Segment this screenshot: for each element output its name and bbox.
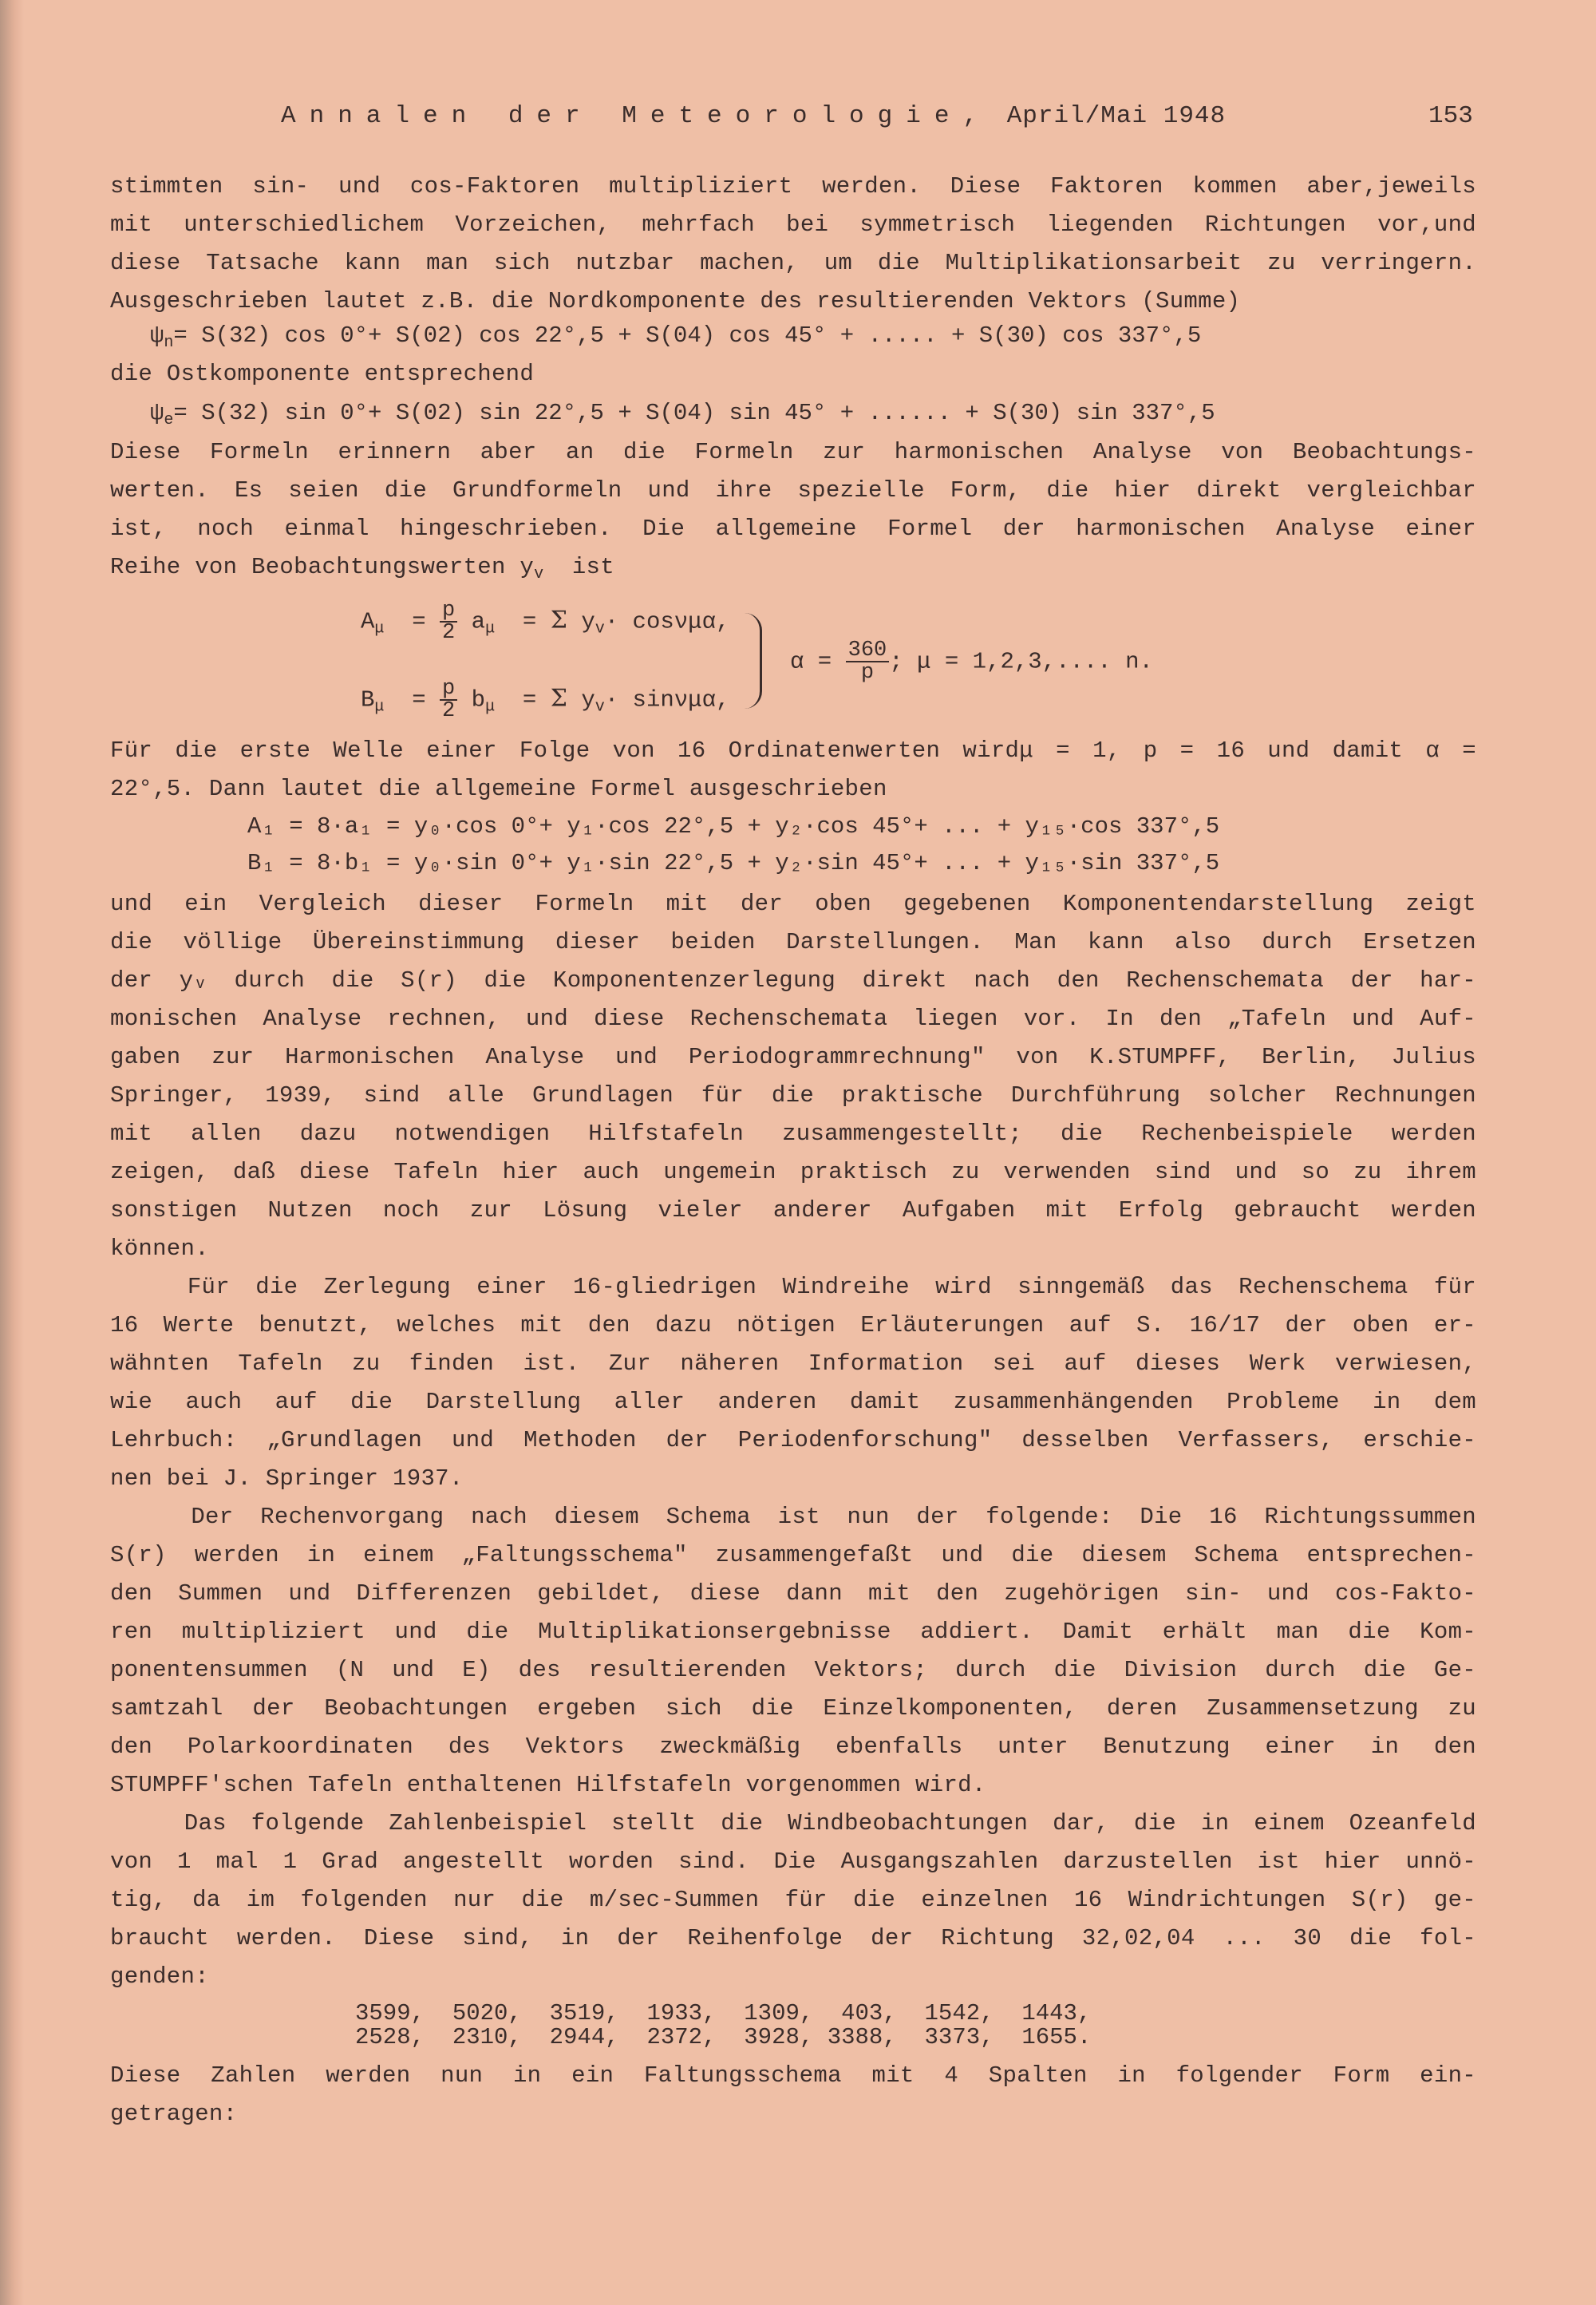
formula-A-mu: $A_\mu$ = $\frac{p}{2}$ $a_\mu = \Sigma$ $y_v\cdot \cos\nu\mu\alpha$, — [361, 599, 730, 645]
text-line: wie auch auf die Darstellung aller anderen damit zusammenhängenden Probleme in dem — [110, 1389, 1476, 1415]
text-line: Der Rechenvorgang nach diesem Schema ist nun der folgende: Die 16 Richtungssummen — [110, 1504, 1476, 1530]
page-binding-edge — [0, 0, 24, 2305]
text-line: Das folgende Zahlenbeispiel stellt die Windbeobachtungen dar, die in einem Ozeanfeld — [110, 1810, 1476, 1836]
text-line: Für die Zerlegung einer 16-gliedrigen Windreihe wird sinngemäß das Rechenschema für — [110, 1274, 1476, 1300]
curly-brace — [742, 613, 762, 709]
text-line: ist, noch einmal hingeschrieben. Die allgemeine Formel der harmonischen Analyse einer — [110, 516, 1476, 542]
text-line: ponentensummen (N und E) des resultierenden Vektors; durch die Division durch die Ge- — [110, 1657, 1476, 1683]
text-line: diese Tatsache kann man sich nutzbar machen, um die Multiplikationsarbeit zu verringern. — [110, 250, 1476, 276]
text-line: 22°,5. Dann lautet die allgemeine Formel ausgeschrieben — [110, 776, 887, 802]
formula-north-component: $\psi_n= S(32)$ cos 0°+ S(02) cos 22°,5 + S(04) cos 45° + ..... + S(30) cos 337°,5 — [150, 322, 1202, 352]
text-line: gaben zur Harmonischen Analyse und Periodogrammrechnung" von K.STUMPFF, Berlin, Julius — [110, 1044, 1476, 1070]
text-line: Reihe von Beobachtungswerten $y_v$ ist — [110, 554, 614, 583]
text-line: von 1 mal 1 Grad angestellt worden sind. Die Ausgangszahlen darzustellen ist hier unnö- — [110, 1848, 1476, 1875]
text-line: können. — [110, 1236, 209, 1262]
text-line: S(r) werden in einem „Faltungsschema" zusammengefaßt und die diesem Schema entsprechen- — [110, 1542, 1476, 1568]
text-line: der yᵥ durch die S(r) die Komponentenzerlegung direkt nach den Rechenschemata der har- — [110, 967, 1476, 994]
text-line: ren multipliziert und die Multiplikationsergebnisse addiert. Damit erhält man die Kom- — [110, 1619, 1476, 1645]
issue-date: April/Mai 1948 — [1006, 102, 1227, 130]
text-line: den Summen und Differenzen gebildet, diese dann mit den zugehörigen sin- und cos-Fakto- — [110, 1580, 1476, 1607]
formula-B1: B₁ = 8·b₁ = y₀·sin 0°+ y₁·sin 22°,5 + y₂·sin 45°+ ... + y₁₅·sin 337°,5 — [247, 850, 1220, 876]
text-line: braucht werden. Diese sind, in der Reihenfolge der Richtung 32,02,04 ... 30 die fol- — [110, 1925, 1476, 1951]
text-line: werten. Es seien die Grundformeln und ihre spezielle Form, die hier direkt vergleichbar — [110, 477, 1476, 504]
text-line: Diese Formeln erinnern aber an die Formeln zur harmonischen Analyse von Beobachtungs- — [110, 439, 1476, 465]
text-line: Für die erste Welle einer Folge von 16 Ordinatenwerten wirdμ = 1, p = 16 und damit α = — [110, 737, 1476, 764]
text-line: sonstigen Nutzen noch zur Lösung vieler anderer Aufgaben mit Erfolg gebraucht werden — [110, 1197, 1476, 1224]
text-line: 16 Werte benutzt, welches mit den dazu nötigen Erläuterungen auf S. 16/17 der oben er- — [110, 1312, 1476, 1338]
text-line: wähnten Tafeln zu finden ist. Zur näheren Information sei auf dieses Werk verwiesen, — [110, 1350, 1476, 1377]
text-line: Lehrbuch: „Grundlagen und Methoden der Periodenforschung" desselben Verfassers, erschie- — [110, 1427, 1476, 1453]
text-line: getragen: — [110, 2101, 238, 2127]
text-line: Springer, 1939, sind alle Grundlagen für die praktische Durchführung solcher Rechnungen — [110, 1082, 1476, 1109]
formula-east-component: $\psi_e= S(32)$ sin 0°+ S(02) sin 22°,5 + S(04) sin 45° + ...... + S(30) sin 337°,5 — [150, 400, 1215, 429]
journal-title: Annalen der Meteorologie, — [281, 102, 992, 130]
text-line: mit unterschiedlichem Vorzeichen, mehrfach bei symmetrisch liegenden Richtungen vor,und — [110, 212, 1476, 238]
text-line: STUMPFF'schen Tafeln enthaltenen Hilfstafeln vorgenommen wird. — [110, 1772, 986, 1798]
text-line: die völlige Übereinstimmung dieser beiden Darstellungen. Man kann also durch Ersetzen — [110, 929, 1476, 955]
numbers-row-1: 3599, 5020, 3519, 1933, 1309, 403, 1542, 1443, — [355, 2000, 1092, 2026]
text-line: zeigen, daß diese Tafeln hier auch ungemein praktisch zu verwenden sind und so zu ihrem — [110, 1159, 1476, 1185]
formula-A1: A₁ = 8·a₁ = y₀·cos 0°+ y₁·cos 22°,5 + y₂·cos 45°+ ... + y₁₅·cos 337°,5 — [247, 813, 1220, 840]
page-number: 153 — [1428, 102, 1473, 130]
text-line: nen bei J. Springer 1937. — [110, 1465, 464, 1492]
text-line: Ausgeschrieben lautet z.B. die Nordkomponente des resultierenden Vektors (Summe) — [110, 288, 1241, 314]
text-line: Diese Zahlen werden nun in ein Faltungsschema mit 4 Spalten in folgender Form ein- — [110, 2062, 1476, 2089]
text-line: monischen Analyse rechnen, und diese Rechenschemata liegen vor. In den „Tafeln und Auf- — [110, 1006, 1476, 1032]
numbers-row-2: 2528, 2310, 2944, 2372, 3928, 3388, 3373, 1655. — [355, 2024, 1092, 2050]
formula-B-mu: $B_\mu$ = $\frac{p}{2}$ $b_\mu = \Sigma$ $y_v\cdot \sin\nu\mu\alpha$, — [361, 677, 730, 723]
text-line: mit allen dazu notwendigen Hilfstafeln zusammengestellt; die Rechenbeispiele werden — [110, 1121, 1476, 1147]
formula-alpha: α = $\frac{360}{p}$ ; μ = 1,2,3,.... n. — [790, 639, 1153, 685]
text-line: samtzahl der Beobachtungen ergeben sich die Einzelkomponenten, deren Zusammensetzung zu — [110, 1695, 1476, 1722]
text-line: den Polarkoordinaten des Vektors zweckmäßig ebenfalls unter Benutzung einer in den — [110, 1734, 1476, 1760]
text-line: tig, da im folgenden nur die m/sec-Summen für die einzelnen 16 Windrichtungen S(r) ge- — [110, 1887, 1476, 1913]
running-header — [281, 102, 1226, 130]
text-line: und ein Vergleich dieser Formeln mit der oben gegebenen Komponentendarstellung zeigt — [110, 891, 1476, 917]
text-line: stimmten sin- und cos-Faktoren multipliziert werden. Diese Faktoren kommen aber,jeweils — [110, 173, 1476, 200]
text-line: genden: — [110, 1963, 209, 1990]
text-line: die Ostkomponente entsprechend — [110, 361, 535, 387]
